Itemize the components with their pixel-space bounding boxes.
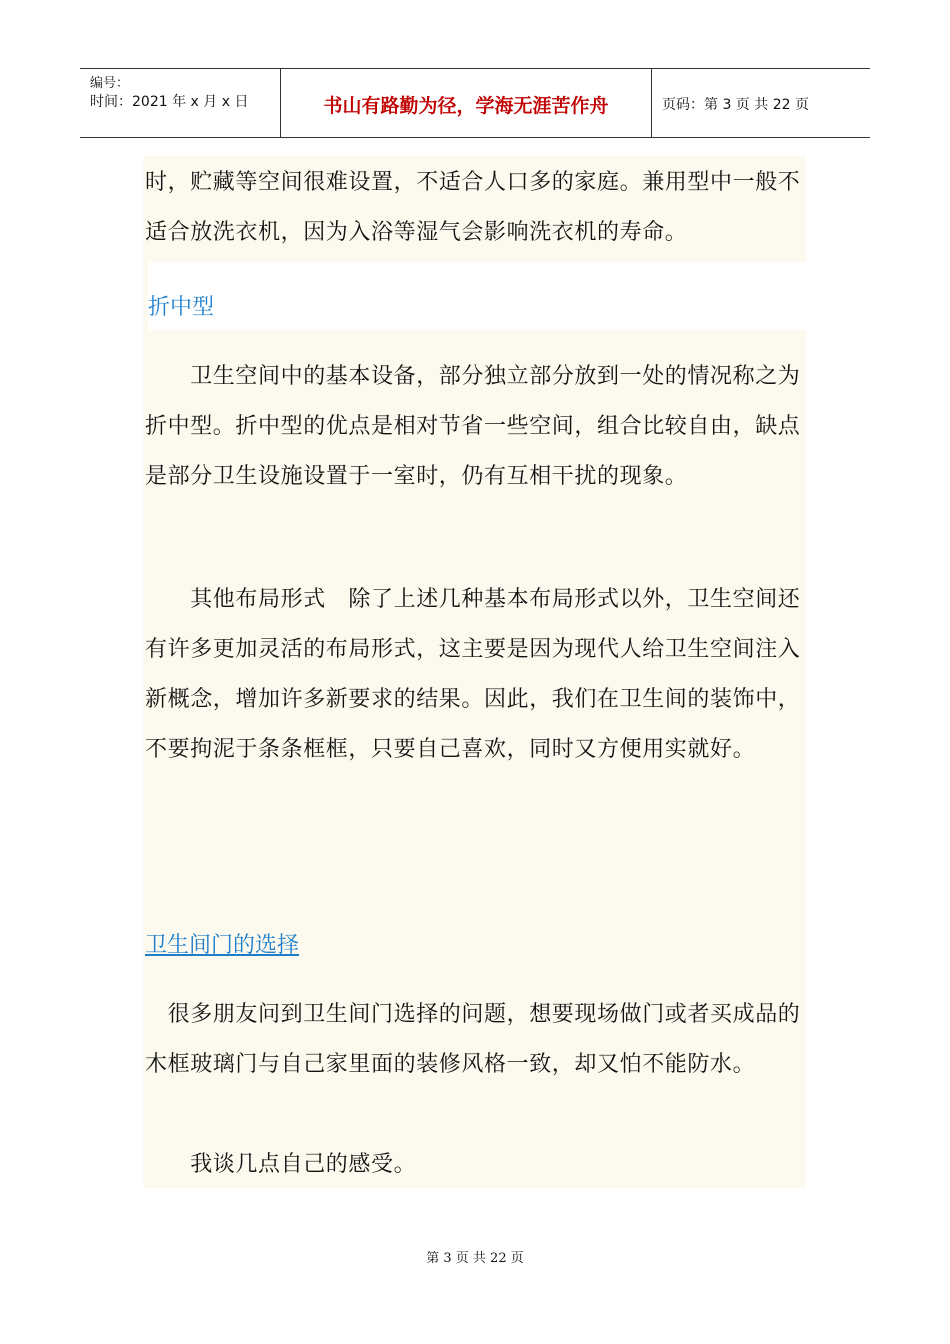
header-meta-cell — [80, 69, 281, 137]
date-line: 时间：2021 年 x 月 x 日 — [90, 94, 249, 110]
page-header — [80, 68, 870, 138]
paragraph-1: 时，贮藏等空间很难设置，不适合人口多的家庭。兼用型中一般不适合放洗衣机，因为入浴等湿气会影响洗衣机的寿命。 — [145, 170, 801, 245]
paragraph-5: 我谈几点自己的感受。 — [145, 1152, 417, 1177]
heading-bathroom-door[interactable]: 卫生间门的选择 — [145, 933, 300, 958]
motto: 书山有路勤为径，学海无涯苦作舟 — [323, 95, 609, 117]
page-footer: 第 3 页 共 22 页 — [426, 1251, 524, 1266]
code-label: 编号： — [90, 76, 130, 91]
page-info: 页码：第 3 页 共 22 页 — [662, 97, 809, 113]
heading-zhezhong: 折中型 — [148, 295, 215, 320]
header-motto-cell — [281, 69, 652, 137]
paragraph-2: 卫生空间中的基本设备，部分独立部分放到一处的情况称之为折中型。折中型的优点是相对节省一些空间，组合比较自由，缺点是部分卫生设施设置于一室时，仍有互相干扰的现象。 — [145, 364, 801, 489]
header-page-cell — [652, 69, 870, 137]
paragraph-3: 其他布局形式 除了上述几种基本布局形式以外，卫生空间还有许多更加灵活的布局形式，这主要是因为现代人给卫生空间注入新概念，增加许多新要求的结果。因此，我们在卫生间的装饰中，不要拘泥于条条框框，只要自己喜欢，同时又方便用实就好。 — [145, 587, 801, 762]
paragraph-4: 很多朋友问到卫生间门选择的问题，想要现场做门或者买成品的木框玻璃门与自己家里面的装修风格一致，却又怕不能防水。 — [145, 1002, 801, 1077]
